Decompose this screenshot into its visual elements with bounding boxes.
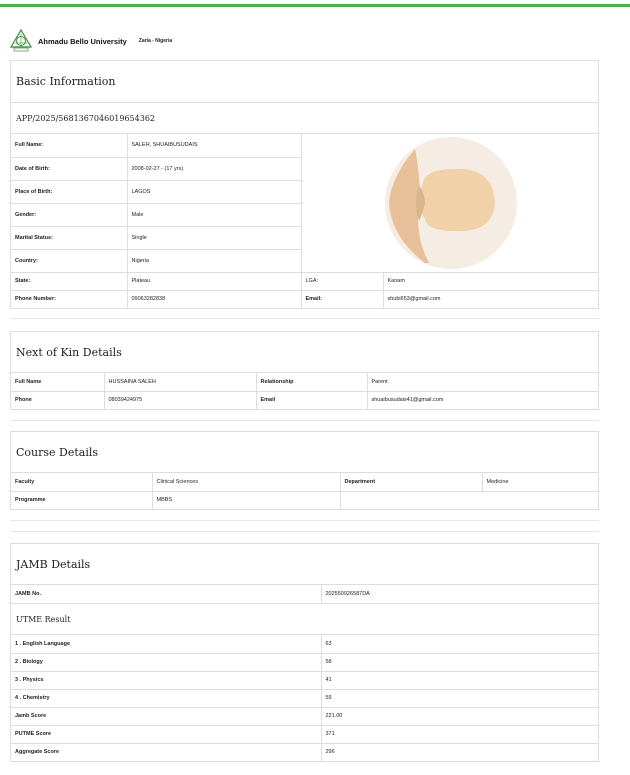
kin-relationship-label: Relationship: [256, 373, 367, 391]
kin-email-value: shuaibusudais41@gmail.com: [367, 391, 598, 409]
next-of-kin-table: [11, 373, 598, 409]
email-value: shubi653@gmail.com: [383, 290, 598, 308]
table-row: [11, 473, 598, 491]
next-of-kin-title: Next of Kin Details: [11, 332, 598, 373]
kin-email-label: Email: [256, 391, 367, 409]
table-row: [11, 725, 598, 743]
marital-value: Single: [127, 226, 301, 249]
table-row: [11, 707, 598, 725]
lga-value: Kanam: [383, 272, 598, 290]
jamb-score-label: Jamb Score: [11, 707, 321, 725]
jamb-score-value: 221.00: [321, 707, 598, 725]
programme-value: MBBS: [152, 491, 340, 509]
faculty-label: Faculty: [11, 473, 152, 491]
section-divider: [10, 420, 599, 421]
basic-info-card: [10, 60, 599, 309]
row-label: Place of Birth:: [11, 180, 127, 203]
faculty-value: Clinical Sciences: [152, 473, 340, 491]
table-row: [11, 491, 598, 509]
phone-value: 09063282838: [127, 290, 301, 308]
email-label: Email:: [301, 290, 383, 308]
row-label: Marital Status:: [11, 226, 127, 249]
application-number: APP/2025/56813670460196543​62: [11, 103, 598, 134]
course-details-card: [10, 431, 599, 510]
subject-score: 41: [321, 671, 598, 689]
kin-relationship-value: Parent: [367, 373, 598, 391]
section-divider: [10, 531, 599, 532]
empty-cell: [340, 491, 598, 509]
jamb-no-label: JAMB No.: [11, 585, 321, 603]
next-of-kin-card: [10, 331, 599, 410]
state-value: Plateau: [127, 272, 301, 290]
subject-label: 1 . English Language: [11, 635, 321, 653]
page-header: [10, 28, 172, 54]
subject-score: 63: [321, 635, 598, 653]
pob-value: LAGOS: [127, 180, 301, 203]
department-value: Medicine: [482, 473, 598, 491]
subject-label: 2 . Biology: [11, 653, 321, 671]
utme-result-table: [11, 635, 598, 761]
table-row: [11, 671, 598, 689]
jamb-details-title: JAMB Details: [11, 544, 598, 585]
row-label: Country:: [11, 249, 127, 272]
row-label: Gender:: [11, 203, 127, 226]
subject-label: 4 . Chemistry: [11, 689, 321, 707]
kin-name-label: Full Name: [11, 373, 104, 391]
avatar-placeholder-icon: [385, 137, 517, 269]
full-name-value: SALEH, SHUAIBUSUDAIS: [127, 134, 301, 157]
subject-score: 58: [321, 653, 598, 671]
jamb-details-card: [10, 543, 599, 762]
section-divider: [10, 318, 599, 319]
aggregate-score-value: 296: [321, 743, 598, 761]
row-label: Date of Birth:: [11, 157, 127, 180]
programme-label: Programme: [11, 491, 152, 509]
course-details-title: Course Details: [11, 432, 598, 473]
lga-label: LGA:: [301, 272, 383, 290]
photo-cell: [301, 134, 598, 272]
top-accent-bar: [0, 4, 630, 7]
phone-label: Phone Number:: [11, 290, 127, 308]
country-value: Nigeria: [127, 249, 301, 272]
basic-info-table: [11, 134, 598, 308]
university-name: Ahmadu Bello University: [38, 36, 127, 46]
kin-phone-label: Phone: [11, 391, 104, 409]
subject-label: 3 . Physics: [11, 671, 321, 689]
table-row: [11, 653, 598, 671]
table-row: [11, 290, 598, 308]
aggregate-score-label: Aggregate Score: [11, 743, 321, 761]
university-location: Zaria - Nigeria: [138, 38, 173, 44]
table-row: [11, 272, 598, 290]
table-row: [11, 134, 598, 157]
utme-result-title: UTME Result: [11, 603, 598, 635]
table-row: [11, 391, 598, 409]
abu-crest-icon: [10, 29, 32, 53]
putme-score-value: 371: [321, 725, 598, 743]
dob-value: 2008-02-27 - (17 yrs): [127, 157, 301, 180]
section-divider: [10, 520, 599, 521]
table-row: [11, 743, 598, 761]
state-label: State:: [11, 272, 127, 290]
kin-phone-value: 08039424975: [104, 391, 256, 409]
putme-score-label: PUTME Score: [11, 725, 321, 743]
jamb-no-value: 202550926587DA: [321, 585, 598, 603]
table-row: [11, 689, 598, 707]
department-label: Department: [340, 473, 482, 491]
row-label: Full Name:: [11, 134, 127, 157]
kin-name-value: HUSSAINA SALEH: [104, 373, 256, 391]
table-row: [11, 585, 598, 603]
table-row: [11, 373, 598, 391]
course-details-table: [11, 473, 598, 509]
basic-info-title: Basic Information: [11, 61, 598, 103]
table-row: [11, 635, 598, 653]
jamb-number-table: [11, 585, 598, 603]
gender-value: Male: [127, 203, 301, 226]
subject-score: 59: [321, 689, 598, 707]
